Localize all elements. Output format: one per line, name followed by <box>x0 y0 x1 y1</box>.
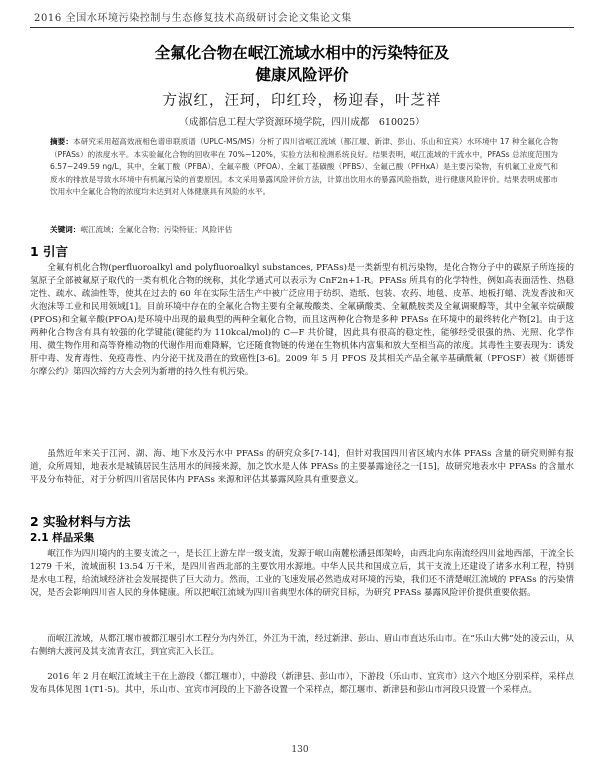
header-divider <box>30 27 574 28</box>
section-heading-introduction: 1 引言 <box>30 244 69 259</box>
running-header: 2016 全国水环境污染控制与生态修复技术高级研讨会论文集论文集 <box>34 13 352 24</box>
abstract <box>50 136 558 199</box>
subsection-heading-sampling: 2.1 样品采集 <box>30 532 95 544</box>
section-heading-materials-methods: 2 实验材料与方法 <box>30 514 131 529</box>
affiliation: （成都信息工程大学资源环境学院，四川成都 610025） <box>179 117 425 128</box>
sampling-paragraph-3: 2016 年 2 月在岷江流域主干在上游段（都江堰市），中游段（新津县、彭山市），下游段（乐山市、宜宾市）这六个地区分别采样，采样点发布具体见图 1(T1-5)。其中，乐山市、宜宾市河段的上下游各设置一个采样点，都江堰市、新津县和彭山市河段只设置一个采样点。 <box>30 672 574 695</box>
keywords <box>50 224 558 235</box>
author-list: 方淑红，汪珂，印红玲，杨迎春，叶芝祥 <box>162 93 442 109</box>
keywords-text: 岷江流域；全氟化合物；污染特征；风险评估 <box>80 225 233 234</box>
sampling-paragraph-2: 而岷江流域，从都江堰市被都江堰引水工程分为内外江，外江为干流，经过新津、彭山、眉山市直达乐山市。在“乐山大佛”处的凌云山，从右侧纳大渡河及其支流青衣江，到宜宾汇入长江。 <box>30 634 574 657</box>
paper-title-line-2: 健康风险评价 <box>255 66 349 84</box>
abstract-text: 本研究采用超高效液相色谱串联质谱（UPLC-MS/MS）分析了四川省岷江流域（都江堰、新津、彭山、乐山和宜宾）水环境中 17 种全氟化合物（PFASs）的浓度水平。本实验氟化合物的回收率在 70%~120%，实验方法和检测系统良好。结果表明，岷江流域的干流水中，PFASs 总浓度范围为 6.57~249.59 ng/L，其中，全氟丁酸（PFBA）、全氟辛酸（PFOA）、全氟丁基磺酸（PFBS）、全氟己酸（PFHxA）是主要污染物，有机氟工业废气和废水的排放是导致水环境中有机氟污染的首要原因。本文采用暴露风险评价方法，计算出饮用水的暴露风险指数，进行健康风险评价。结果表明成都市饮用水中全氟化合物的浓度均未达到对人体健康具有风险的水平。 <box>50 137 559 197</box>
abstract-label: 摘要： <box>50 137 74 146</box>
intro-paragraph-2: 虽然近年来关于江河、湖、海、地下水及污水中 PFASs 的研究众多[7-14]，但针对我国四川省区域内水体 PFASs 含量的研究则鲜有报道，众所周知，地表水是城镇居民生活用水的间接来源，加之饮水是人体 PFASs 的主要暴露途径之一[15]，故研究地表水中 PFASs 的含量水平及分布特征，对于分析四川省居民体内 PFASs 来源和评估其暴露风险具有重要意义。 <box>30 449 574 485</box>
page-number: 130 <box>291 745 309 755</box>
paper-title-line-1: 全氟化合物在岷江流域水相中的污染特征及 <box>154 44 450 62</box>
keywords-label: 关键词： <box>50 225 81 234</box>
intro-paragraph-1: 全氟有机化合物(perfluoroalkyl and polyfluoroalkyl substances, PFASs)是一类新型有机污染物，是化合物分子中的碳原子所连接的氢原子全部被氟原子取代的一类有机化合物的统称，其化学通式可以表示为 CnF2n+1-R。PFASs 所具有的化学特性，例如高表面活性、热稳定性、疏水、疏油性等，使其在过去的 60 年在实际生活生产中被广泛应用于纺织、造纸、包装、农药、地毯、皮革、地板打蜡、洗发香波和灭火泡沫等工业和民用领域[1]。目前环境中存在的全氟化合物主要有全氟羧酸类、全氟磺酸类、全氟酰胺类及全氟调聚醇等，其中全氟辛烷磺酸(PFOS)和全氟辛酸(PFOA)是环境中出现的最典型的两种全氟化合物，而且这两种化合物是多种 PFASs 在环境中的最终转化产物[2]。由于这两种化合物含有具有较强的化学键能(键能约为 110kcal/mol)的 C—F 共价键，因此具有很高的稳定性，能够经受很强的热、光照、化学作用、微生物作用和高等脊椎动物的代谢作用而难降解，它还随食物链的传递在生物机体内富集和放大至相当高的浓度。其毒性主要表现为：诱发肝中毒、发育毒性、免疫毒性、内分泌干扰及潜在的致癌性[3-6]。2009 年 5 月 PFOS 及其相关产品全氟辛基磺酰氟（PFOSF）被《斯德哥尔摩公约》第四次缔约方大会列为新增的持久性有机污染。 <box>30 263 574 377</box>
sampling-paragraph-1: 岷江作为四川境内的主要支流之一，是长江上游左岸一级支流，发源于岷山南麓松潘县郎架岭，由西北向东南流经四川盆地西部，干流全长 1279 千米，流域面积 13.54 万千米，是四川省西北部的主要饮用水源地。中华人民共和国成立后，其干支流上还建设了诸多水利工程，特别是水电工程，给流域经济社会发展提供了巨大动力。然而，工业的飞速发展必然造成对环境的污染，我们还不清楚岷江流域的 PFASs 的污染情况，是否会影响四川省人民的身体健康。所以把岷江流域为四川省典型水体的研究目标，为研究 PFASs 暴露风险评价提供重要依据。 <box>30 549 574 598</box>
